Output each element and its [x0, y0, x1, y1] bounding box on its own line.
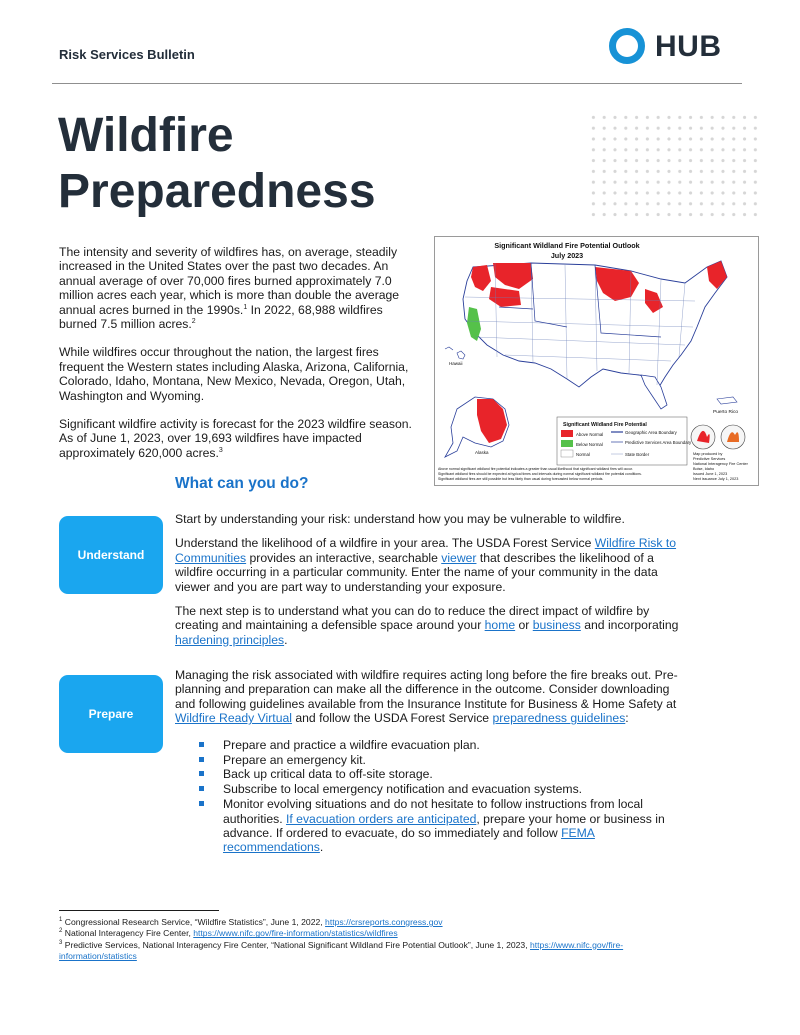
- footnote-1: $^1$ Congressional Research Service, “Wildfire Statistics”, June 1, 2022, https://crsreports.congress.gov: [59, 917, 443, 927]
- credit-line-1: Map produced by: [693, 452, 723, 456]
- label-hawaii: Hawaii: [449, 361, 463, 366]
- bullet-icon: [199, 742, 204, 747]
- map-subtitle: July 2023: [550, 251, 584, 260]
- title-line-1: Wildfire: [58, 109, 234, 162]
- legend-swatch-normal: [561, 450, 573, 457]
- legend-title: Significant Wildland Fire Potential: [563, 422, 647, 428]
- understand-paragraph-1: Start by understanding your risk: understand how you may be vulnerable to wildfire.: [175, 512, 625, 526]
- label-puerto-rico: Puerto Rico: [713, 410, 739, 415]
- page-title: [58, 108, 538, 220]
- intro-section: [59, 245, 419, 474]
- header-divider: [52, 83, 742, 84]
- home-link[interactable]: home: [484, 618, 516, 633]
- fire-outlook-map: [434, 236, 759, 486]
- footnote-2-link[interactable]: https://www.nifc.gov/fire-information/statistics/wildfires: [193, 928, 398, 939]
- footnote-1-link[interactable]: https://crsreports.congress.gov: [325, 917, 443, 927]
- credit-line-6: Next issuance July 1, 2023: [693, 477, 739, 481]
- map-title: Significant Wildland Fire Potential Outlook: [494, 241, 640, 250]
- credit-line-4: Boise, Idaho: [693, 467, 715, 471]
- legend-below-normal: Below Normal: [576, 442, 603, 447]
- prepare-paragraph: Managing the risk associated with wildfire requires acting long before the fire breaks out. Pre-planning and preparation can make all the difference in the outcome. Consider downloading and following guidelines available from the Insurance Institute for Business & Home Safety at Wildfire Ready Virtual and follow the USDA Forest Service preparedness guidelines:: [175, 668, 678, 726]
- footnote-ref-1: 1: [243, 303, 248, 311]
- decorative-dot-grid: [588, 112, 760, 222]
- legend-swatch-above: [561, 430, 573, 437]
- hub-logo: [609, 28, 733, 64]
- disclaimer-line-1: Above normal significant wildland fire potential indicates a greater than usual likelihood that significant wildland fires will occur.: [438, 467, 633, 471]
- preparedness-checklist: [175, 738, 685, 855]
- evacuation-orders-link[interactable]: If evacuation orders are anticipated: [286, 811, 477, 826]
- credit-line-2: Predictive Services: [693, 457, 726, 461]
- list-item: Prepare and practice a wildfire evacuation plan.: [199, 738, 685, 752]
- viewer-link[interactable]: viewer: [441, 550, 477, 565]
- understand-section: [175, 512, 685, 657]
- business-link[interactable]: business: [532, 618, 581, 633]
- prepare-section: [175, 668, 685, 855]
- prepare-badge: Prepare: [59, 675, 163, 753]
- hub-logo-ring-icon: [609, 28, 645, 64]
- legend-gacc: Geographic Area Boundary: [625, 430, 677, 435]
- puerto-rico-shape: [717, 397, 737, 404]
- list-item: Subscribe to local emergency notification and evacuation systems.: [199, 782, 685, 796]
- label-alaska: Alaska: [475, 450, 489, 455]
- understand-paragraph-2: Understand the likelihood of a wildfire in your area. The USDA Forest Service Wildfire Risk to Communities provides an interactive, searchable viewer that describes the likelihood of a wildfire occurring in a particular community. Enter the name of your community in the data viewer and you are part way to understanding your exposure.: [175, 536, 677, 594]
- hardening-principles-link[interactable]: hardening principles: [175, 632, 285, 647]
- understand-paragraph-3: The next step is to understand what you can do to reduce the direct impact of wildfire by creating and maintaining a defensible space around your home or business and incorporating hardening principles.: [175, 604, 679, 647]
- legend-state: State Border: [625, 452, 650, 457]
- fema-recommendations-link[interactable]: FEMA recommendations: [223, 826, 595, 855]
- credit-line-5: Issued June 1, 2023: [693, 472, 728, 476]
- what-can-you-do-heading: What can you do?: [175, 475, 309, 492]
- intro-paragraph-2: While wildfires occur throughout the nation, the largest fires frequent the Western states including Alaska, Arizona, California, Colorado, Idaho, Montana, New Mexico, Nevada, Oregon, Utah, Washington and Wyoming.: [59, 345, 409, 403]
- wildfire-ready-virtual-link[interactable]: Wildfire Ready Virtual: [175, 711, 292, 726]
- preparedness-guidelines-link[interactable]: preparedness guidelines: [492, 711, 626, 726]
- wildfire-risk-link[interactable]: Wildfire Risk to Communities: [175, 536, 677, 565]
- credit-line-3: National Interagency Fire Center: [693, 462, 748, 466]
- disclaimer-line-2: Significant wildland fires should be expected at typical times and intervals during normal significant wildland fire potential conditions.: [438, 472, 642, 476]
- hub-logo-text: HUB: [655, 30, 722, 63]
- footnote-ref-2: 2: [191, 317, 196, 325]
- list-item: Prepare an emergency kit.: [199, 753, 685, 767]
- intro-paragraph-3: Significant wildfire activity is forecast for the 2023 wildfire season. As of June 1, 2023, over 19,693 wildfires have impacted approximately 620,000 acres.$^3$: [59, 417, 412, 460]
- legend-normal: Normal: [576, 452, 590, 457]
- bullet-icon: [199, 757, 204, 762]
- title-line-2: Preparedness: [58, 165, 376, 218]
- disclaimer-line-3: Significant wildland fires are still possible but less likely than usual during forecasted below normal periods.: [438, 477, 604, 481]
- hawaii-islands: [445, 347, 465, 359]
- legend-psa: Predictive Services Area Boundary: [625, 440, 692, 445]
- bullet-icon: [199, 801, 204, 806]
- legend-swatch-below: [561, 440, 573, 447]
- intro-paragraph-1: The intensity and severity of wildfires has, on average, steadily increased in the United States over the past two decades. An annual average of over 70,000 fires burned approximately 7.0 million acres each year, which is more than double the average annual acres burned in the 1990s.$^1$ In 2022, 68,988 wildfires burned 7.5 million acres.$^2$: [59, 245, 400, 332]
- bulletin-label: Risk Services Bulletin: [59, 47, 195, 62]
- footnote-3: $^3$ Predictive Services, National Interagency Fire Center, “National Significant Wildland Fire Potential Outlook”, June 1, 2023, https://www.nifc.gov/fire-information/statistics: [59, 939, 624, 962]
- bullet-icon: [199, 786, 204, 791]
- bullet-icon: [199, 771, 204, 776]
- footnote-2: $^2$ National Interagency Fire Center, https://www.nifc.gov/fire-information/statistics/wildfires: [59, 928, 398, 939]
- understand-badge: Understand: [59, 516, 163, 594]
- list-item: Back up critical data to off-site storage.: [199, 767, 685, 781]
- list-item: Monitor evolving situations and do not hesitate to follow instructions from local authorities. If evacuation orders are anticipated, prepare your home or business in advance. If ordered to evacuate, do so immediately and follow FEMA recommendations.: [199, 797, 685, 855]
- footnote-3-link[interactable]: https://www.nifc.gov/fire-information/statistics: [59, 939, 624, 962]
- footnote-ref-3: 3: [218, 446, 223, 454]
- footnotes: [59, 917, 699, 963]
- legend-above-normal: Above Normal: [576, 432, 604, 437]
- footnote-divider: [59, 910, 219, 911]
